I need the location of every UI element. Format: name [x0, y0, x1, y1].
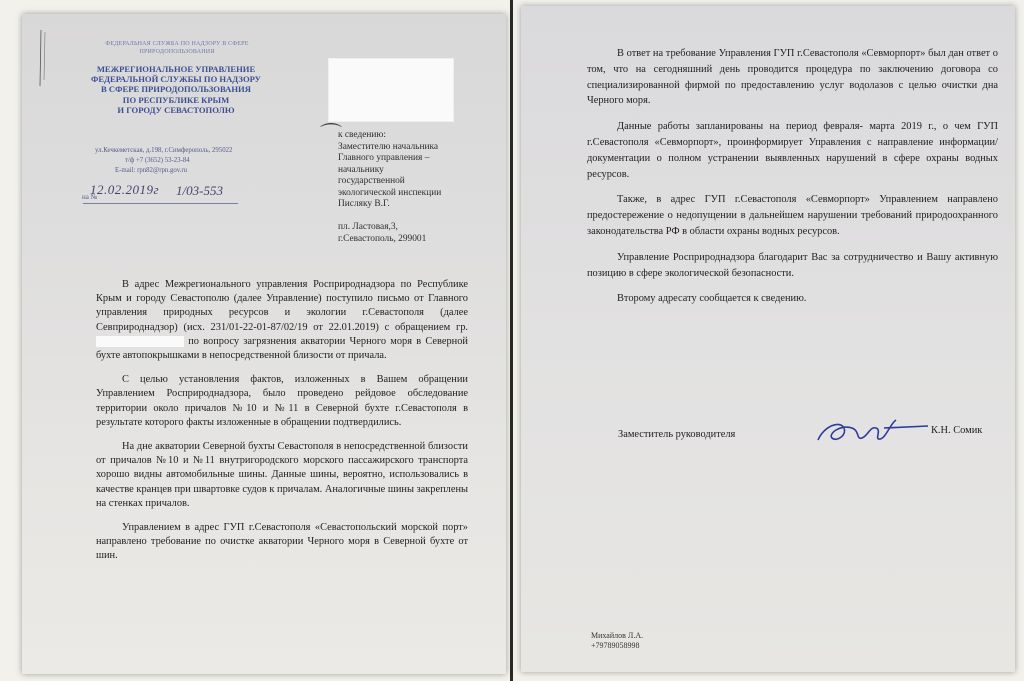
body-paragraph: Также, в адрес ГУП г.Севастополя «Севморпорт» Управлением направлено предостережение о недопущении в дальнейшем нарушении требований природоохранного законодательства РФ в области охраны водных ресурсов.: [587, 194, 998, 237]
body-paragraph: В ответ на требование Управления ГУП г.Севастополя «Севморпорт» был дан ответ о том, что на сегодняшний день проводится процедура по заключению договора со специализированной фирмой по предоставлению услуг водолазов с целью очистки дна Черного моря.: [587, 48, 998, 107]
letter-body-page-1: [96, 278, 468, 574]
sender-phone: т/ф +7 (3652) 53-23-84: [125, 157, 190, 164]
handwritten-date: 12.02.2019г: [90, 182, 160, 197]
bracket-mark: ⌒: [320, 122, 343, 147]
handwritten-number: 1/03-553: [176, 183, 223, 198]
body-paragraph: На дне акватории Северной бухты Севастополя в непосредственной близости от причалов №10 и №11 внутригородского морского пассажирского транспорта хорошо видны автомобильные шины. Данные шины, вероятно, использовались в качестве кранцев при швартовке судов к причалам. Аналогичные шины закреплены на стенках причалов.: [96, 441, 468, 509]
signer-name: К.Н. Сомик: [931, 425, 983, 436]
signer-title: Заместитель руководителя: [618, 429, 736, 440]
body-paragraph: С целью установления фактов, изложенных в Вашем обращении Управлением Росприроднадзора, было проведено рейдовое обследование территории около причалов №10 и №11 в Северной бухте г.Севастополя в результате которого факты изложенные в обращении подтвердились.: [96, 374, 468, 428]
department-name: МЕЖРЕГИОНАЛЬНОЕ УПРАВЛЕНИЕ ФЕДЕРАЛЬНОЙ СЛУЖБЫ ПО НАДЗОРУ В СФЕРЕ ПРИРОДОПОЛЬЗОВАНИЯ ПО РЕСПУБЛИКЕ КРЫМ И ГОРОДУ СЕВАСТОПОЛЮ: [91, 64, 261, 115]
executor-phone: +79789058998: [591, 641, 640, 650]
addressee-address: пл. Ластовая,3, г.Севастополь, 299001: [338, 222, 427, 244]
sender-email: E-mail: rpn82@rpn.gov.ru: [115, 167, 188, 174]
addressee-block: к сведению: Заместителю начальника Главного управления – начальнику государственной экологической инспекции Писляку В.Г.: [338, 130, 442, 209]
sender-contacts: [95, 146, 275, 176]
letter-body-page-2: [587, 46, 998, 317]
body-paragraph: Управление Росприроднадзора благодарит Вас за сотрудничество и Вашу активную позицию в сфере экологической безопасности.: [587, 251, 998, 279]
redacted-citizen-name: [96, 336, 184, 347]
reference-label: на №: [82, 193, 98, 201]
body-paragraph: Данные работы запланированы на период февраля- марта 2019 г., о чем ГУП г.Севастополя «Севморпорт», проинформирует Управления с направление информации/документации о полном устранении выявленных нарушений в сфере охраны водных ресурсов.: [587, 121, 998, 180]
body-paragraph: Второму адресату сообщается к сведению.: [617, 293, 807, 305]
redacted-addressee: [328, 58, 454, 122]
executor-name: Михайлов Л.А.: [591, 631, 644, 640]
handwritten-signature: [810, 414, 930, 448]
service-name: ФЕДЕРАЛЬНАЯ СЛУЖБА ПО НАДЗОРУ В СФЕРЕ ПРИРОДОПОЛЬЗОВАНИЯ: [105, 41, 249, 55]
body-paragraph: Управлением в адрес ГУП г.Севастополя «Севастопольский морской порт» направлено требование по очистке акватории Черного моря в Северной бухте от шин.: [96, 522, 468, 562]
sender-address: ул.Кечкеметская, д.198, г.Симферополь, 295022: [95, 147, 233, 154]
body-paragraph: В адрес Межрегионального управления Росприроднадзора по Республике Крым и городу Севастополю (далее Управление) поступило письмо от Главного управления природных ресурсов и экологии г.Севастополя (далее Севприроднадзор) (исх. 231/01-22-01-87/02/19 от 22.01.2019) с обращением гр. по вопросу загрязнения акватории Черного моря в Северной бухте автопокрышками в непосредственной близости от причала.: [96, 279, 468, 362]
margin-pen-mark: [38, 28, 48, 88]
executor-info: [591, 631, 643, 651]
